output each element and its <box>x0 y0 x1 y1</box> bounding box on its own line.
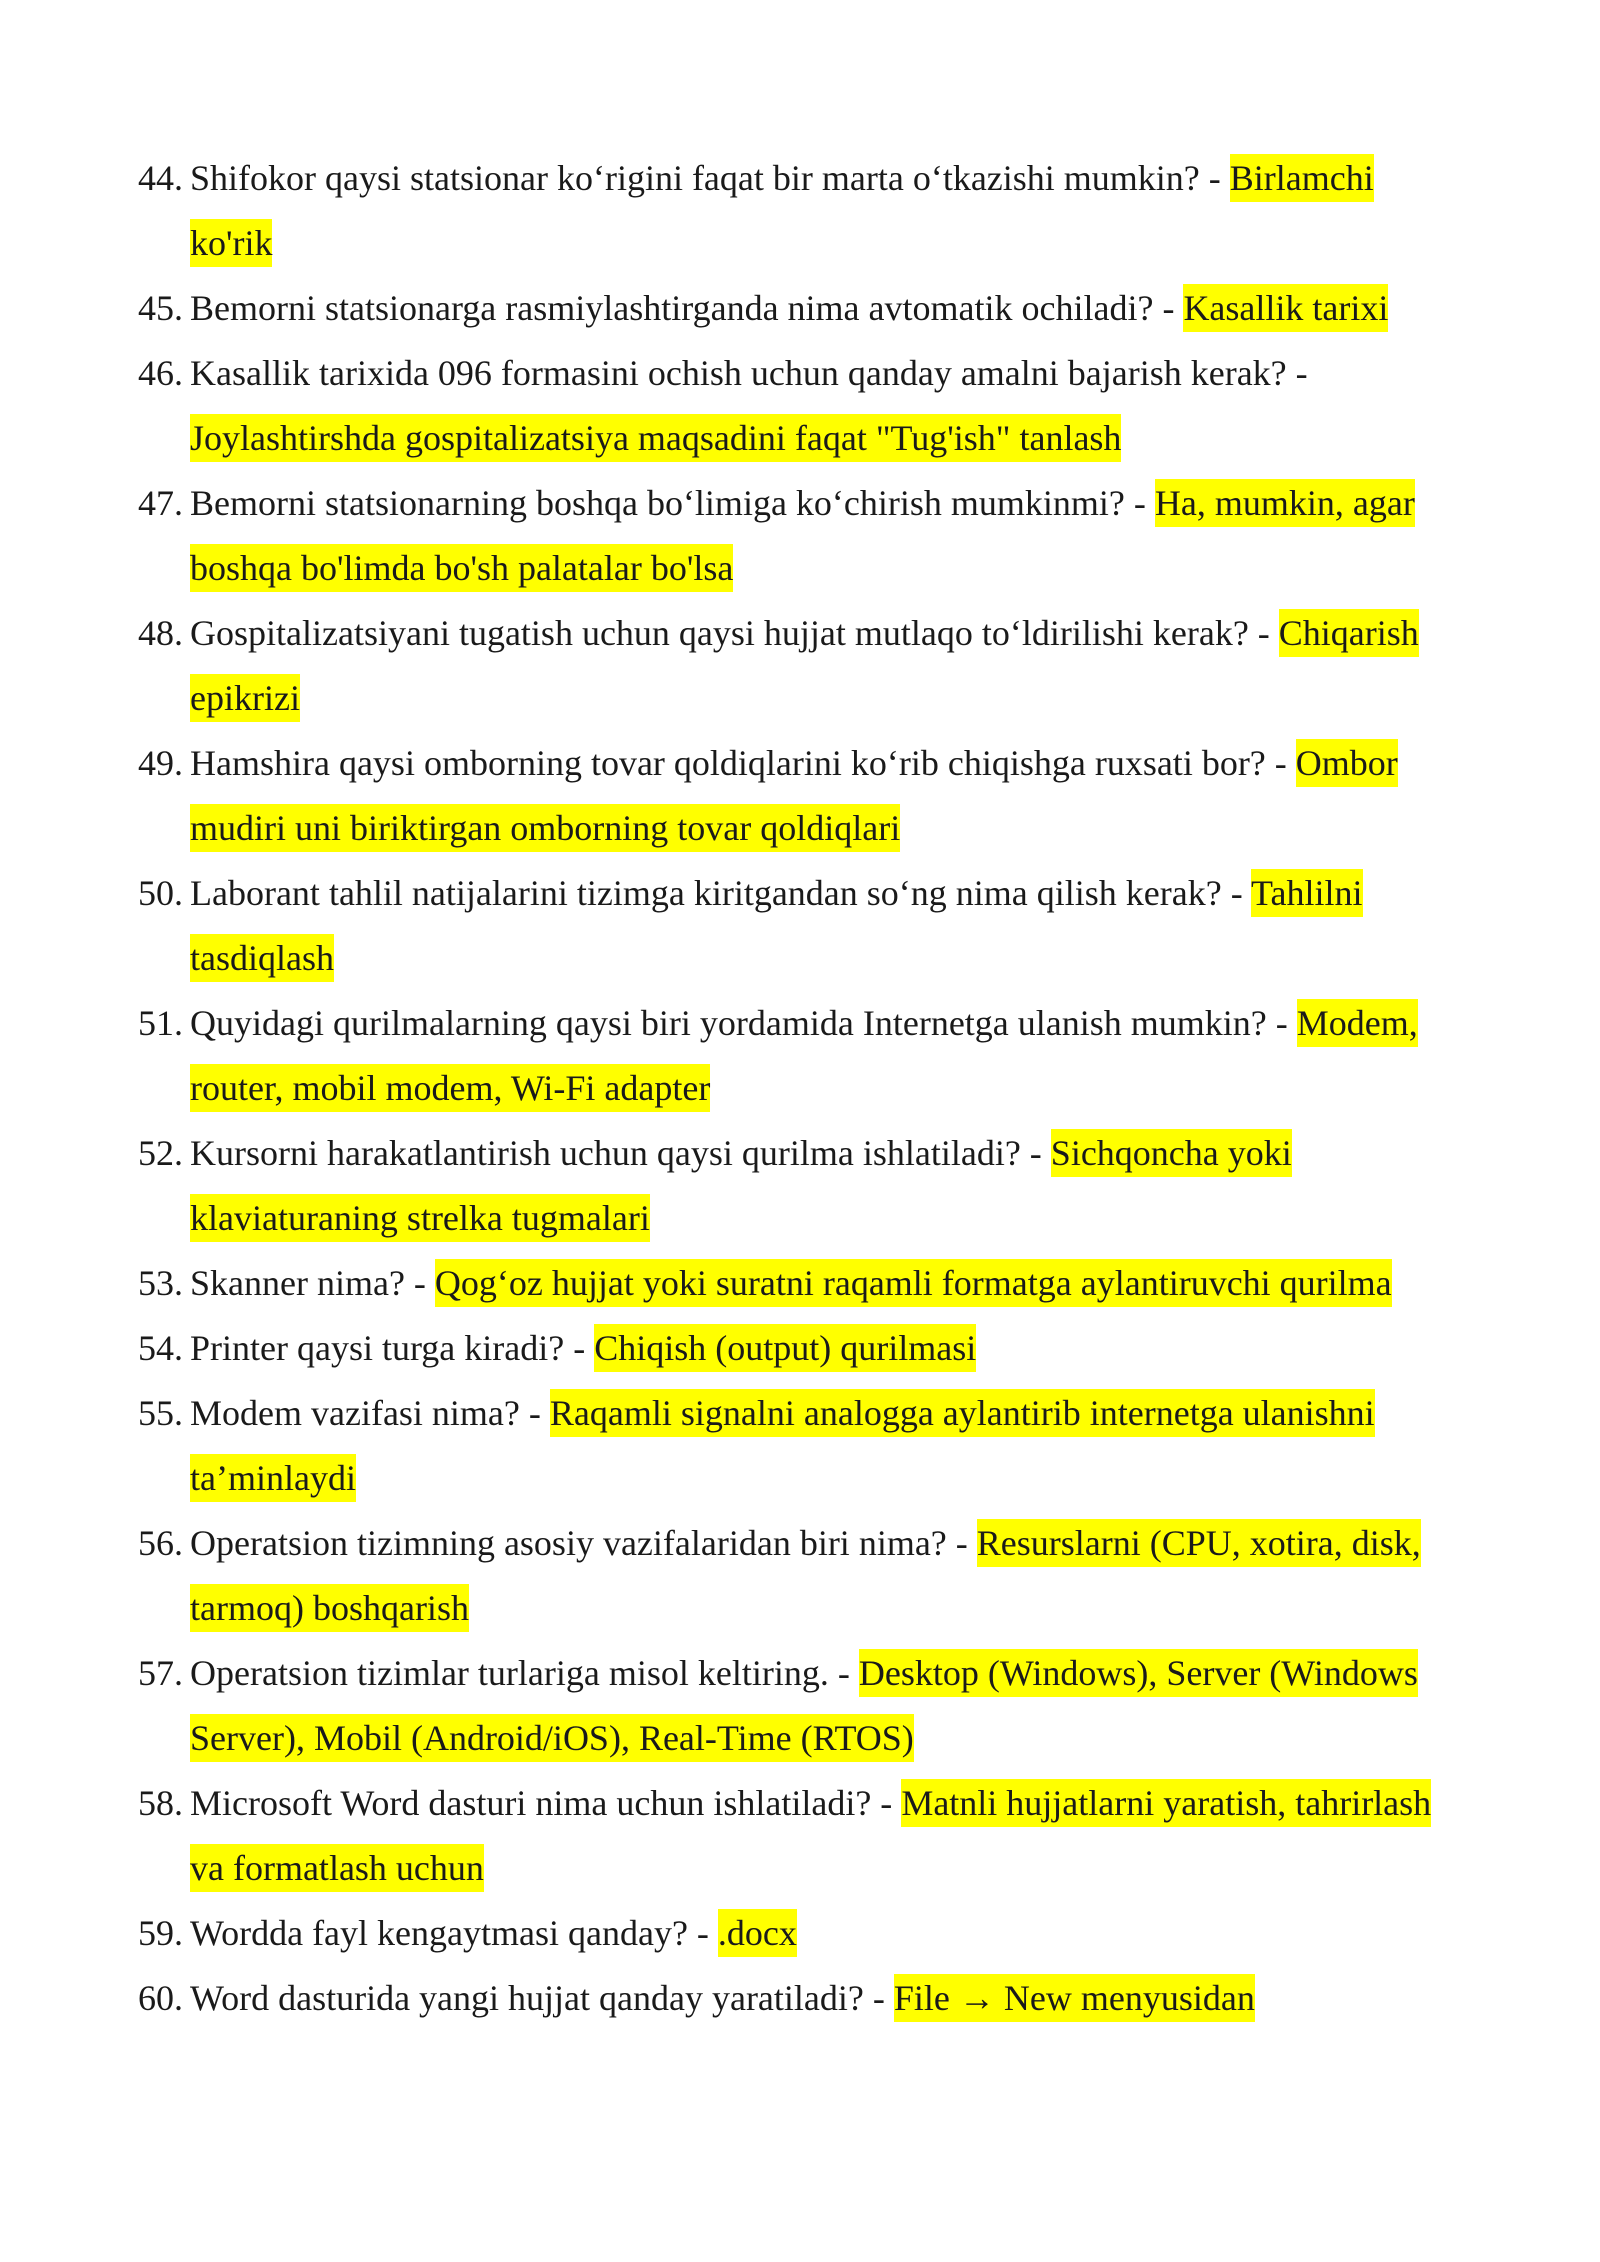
item-number: 56. <box>138 1523 183 1563</box>
question-text: Gospitalizatsiyani tugatish uchun qaysi hujjat mutlaqo to‘ldirilishi kerak? - <box>190 613 1279 653</box>
question-text: Hamshira qaysi omborning tovar qoldiqlarini ko‘rib chiqishga ruxsati bor? - <box>190 743 1296 783</box>
highlighted-answer: Chiqarish epikrizi <box>190 609 1419 722</box>
item-number: 50. <box>138 873 183 913</box>
highlighted-answer: Matnli hujjatlarni yaratish, tahrirlash va formatlash uchun <box>190 1779 1431 1892</box>
list-item <box>138 731 1438 861</box>
highlighted-answer: Joylashtirshda gospitalizatsiya maqsadini faqat "Tug'ish" tanlash <box>190 414 1121 462</box>
list-item <box>138 1966 1438 2031</box>
list-item <box>138 1641 1438 1771</box>
highlighted-answer: Chiqish (output) qurilmasi <box>594 1324 976 1372</box>
list-item <box>138 1381 1438 1511</box>
item-number: 55. <box>138 1393 183 1433</box>
list-item <box>138 1511 1438 1641</box>
highlighted-answer: Resurslarni (CPU, xotira, disk, tarmoq) boshqarish <box>190 1519 1421 1632</box>
list-item <box>138 1771 1438 1901</box>
question-text: Bemorni statsionarga rasmiylashtirganda nima avtomatik ochiladi? - <box>190 288 1184 328</box>
item-number: 51. <box>138 1003 183 1043</box>
list-item <box>138 1901 1438 1966</box>
question-text: Quyidagi qurilmalarning qaysi biri yordamida Internetga ulanish mumkin? - <box>190 1003 1297 1043</box>
highlighted-answer: .docx <box>718 1909 797 1957</box>
list-item <box>138 1316 1438 1381</box>
question-text: Kasallik tarixida 096 formasini ochish uchun qanday amalni bajarish kerak? - <box>190 353 1308 393</box>
highlighted-answer: Sichqoncha yoki klaviaturaning strelka tugmalari <box>190 1129 1292 1242</box>
item-number: 46. <box>138 353 183 393</box>
question-text: Kursorni harakatlantirish uchun qaysi qurilma ishlatiladi? - <box>190 1133 1051 1173</box>
highlighted-answer: Ha, mumkin, agar boshqa bo'limda bo'sh palatalar bo'lsa <box>190 479 1415 592</box>
highlighted-answer: Kasallik tarixi <box>1183 284 1388 332</box>
list-item <box>138 1251 1438 1316</box>
highlighted-answer: File → New menyusidan <box>894 1974 1255 2022</box>
item-number: 48. <box>138 613 183 653</box>
highlighted-answer: Desktop (Windows), Server (Windows Server), Mobil (Android/iOS), Real-Time (RTOS) <box>190 1649 1418 1762</box>
question-text: Microsoft Word dasturi nima uchun ishlatiladi? - <box>190 1783 902 1823</box>
list-item <box>138 341 1438 471</box>
highlighted-answer: Modem, router, mobil modem, Wi-Fi adapter <box>190 999 1418 1112</box>
question-text: Wordda fayl kengaytmasi qanday? - <box>190 1913 718 1953</box>
list-item <box>138 146 1438 276</box>
question-text: Laborant tahlil natijalarini tizimga kiritgandan so‘ng nima qilish kerak? - <box>190 873 1252 913</box>
highlighted-answer: Ombor mudiri uni biriktirgan omborning tovar qoldiqlari <box>190 739 1398 852</box>
question-text: Word dasturida yangi hujjat qanday yaratiladi? - <box>190 1978 894 2018</box>
item-number: 52. <box>138 1133 183 1173</box>
highlighted-answer: Tahlilni tasdiqlash <box>190 869 1363 982</box>
item-number: 59. <box>138 1913 183 1953</box>
question-text: Modem vazifasi nima? - <box>190 1393 550 1433</box>
question-text: Printer qaysi turga kiradi? - <box>190 1328 595 1368</box>
list-item <box>138 1121 1438 1251</box>
list-item <box>138 471 1438 601</box>
question-text: Skanner nima? - <box>190 1263 435 1303</box>
list-item <box>138 601 1438 731</box>
list-item <box>138 276 1438 341</box>
item-number: 47. <box>138 483 183 523</box>
highlighted-answer: Raqamli signalni analogga aylantirib internetga ulanishni ta’minlaydi <box>190 1389 1375 1502</box>
item-number: 60. <box>138 1978 183 2018</box>
item-number: 44. <box>138 158 183 198</box>
question-text: Bemorni statsionarning boshqa bo‘limiga ko‘chirish mumkinmi? - <box>190 483 1155 523</box>
item-number: 45. <box>138 288 183 328</box>
list-item <box>138 861 1438 991</box>
question-text: Operatsion tizimning asosiy vazifalaridan biri nima? - <box>190 1523 977 1563</box>
highlighted-answer: Qog‘oz hujjat yoki suratni raqamli formatga aylantiruvchi qurilma <box>435 1259 1392 1307</box>
list-item <box>138 991 1438 1121</box>
highlighted-answer: Birlamchi ko'rik <box>190 154 1374 267</box>
question-text: Shifokor qaysi statsionar ko‘rigini faqat bir marta o‘tkazishi mumkin? - <box>190 158 1230 198</box>
item-number: 49. <box>138 743 183 783</box>
item-number: 57. <box>138 1653 183 1693</box>
question-text: Operatsion tizimlar turlariga misol keltiring. - <box>190 1653 859 1693</box>
item-number: 53. <box>138 1263 183 1303</box>
item-number: 58. <box>138 1783 183 1823</box>
item-number: 54. <box>138 1328 183 1368</box>
question-answer-list <box>138 146 1438 2031</box>
